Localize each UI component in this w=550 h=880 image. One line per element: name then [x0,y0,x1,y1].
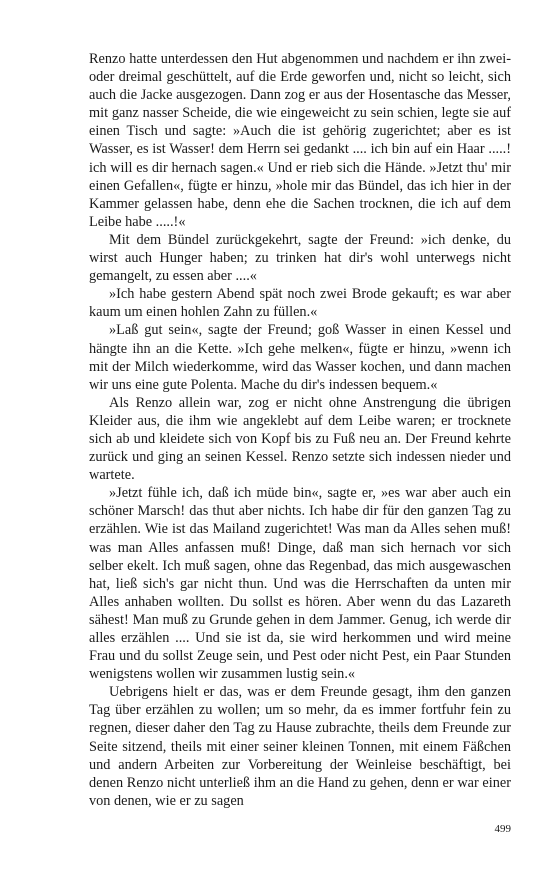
paragraph: Uebrigens hielt er das, was er dem Freunde gesagt, ihm den ganzen Tag über erzählen zu wollen; um so mehr, da es immer fortfuhr fein zu regnen, dieser daher den Tag zu Hause zubrachte, theils dem Freunde zur Seite sitzend, theils mit einer seiner kleinen Tonnen, mit einem Fäßchen und andern Arbeiten zur Vorbereitung der Weinleise beschäftigt, bei denen Renzo nicht unterließ ihm an die Hand zu gehen, denn er war einer von denen, wie er zu sagen [89,684,511,809]
paragraph: »Laß gut sein«, sagte der Freund; goß Wasser in einen Kessel und hängte ihn an die Kette. »Ich gehe melken«, fügte er hinzu, »wenn ich mit der Milch wiederkomme, wird das Wasser kochen, und dann machen wir uns eine gute Polenta. Mache du dir's indessen bequem.« [89,322,511,393]
paragraph: »Ich habe gestern Abend spät noch zwei Brode gekauft; es war aber kaum um einen hohlen Zahn zu füllen.« [89,286,511,321]
body-text [89,50,511,810]
paragraph: Renzo hatte unterdessen den Hut abgenommen und nachdem er ihn zwei- oder dreimal geschüttelt, auf die Erde geworfen und, nicht so leicht, sich auch die Jacke ausgezogen. Dann zog er aus der Hosentasche das Messer, mit ganz nasser Scheide, die wie eingeweicht zu sein schien, legte sie auf einen Tisch und sagte: »Auch die ist gehörig zugerichtet; aber es ist Wasser, es ist Wasser! dem Herrn sei gedankt .... ich bin auf ein Haar .....! ich will es dir hernach sagen.« Und er rieb sich die Hände. »Jetzt thu' mir einen Gefallen«, fügte er hinzu, »hole mir das Bündel, das ich hier in der Kammer gelassen habe, denn ehe die Sachen trocknen, die ich auf dem Leibe habe .....!« [89,51,511,230]
paragraph: Mit dem Bündel zurückgekehrt, sagte der Freund: »ich denke, du wirst auch Hunger haben; zu trinken hat dir's wohl unterwegs nicht gemangelt, zu essen aber ....« [89,231,511,285]
paragraph: Als Renzo allein war, zog er nicht ohne Anstrengung die übrigen Kleider aus, die ihm wie angeklebt auf dem Leibe waren; er trocknete sich ab und kleidete sich von Kopf bis zu Fuß neu an. Der Freund kehrte zurück und ging an seinen Kessel. Renzo setzte sich indessen nieder und wartete. [89,394,511,484]
paragraph: »Jetzt fühle ich, daß ich müde bin«, sagte er, »es war aber auch ein schöner Marsch! das thut aber nichts. Ich habe dir für den ganzen Tag zu erzählen. Wie ist das Mailand zugerichtet! Was man da Alles sehen muß! was man Alles anfassen muß! Dinge, daß man sich hernach vor sich selber ekelt. Ich muß sagen, ohne das Regenbad, das mich ausgewaschen hat, ließ sich's gar nicht thun. Und was die Herrschaften da unten mir Alles anhaben wollten. Du sollst es hören. Aber wenn du das Lazareth sähest! Man muß zu Grunde gehen in dem Jammer. Genug, ich werde dir alles erzählen .... Und sie ist da, sie wird herkommen und wird meine Frau und du sollst Zeuge sein, und Pest oder nicht Pest, ein Paar Stunden wenigstens wollen wir zusammen lustig sein.« [89,485,511,683]
page-number: 499 [494,823,511,835]
